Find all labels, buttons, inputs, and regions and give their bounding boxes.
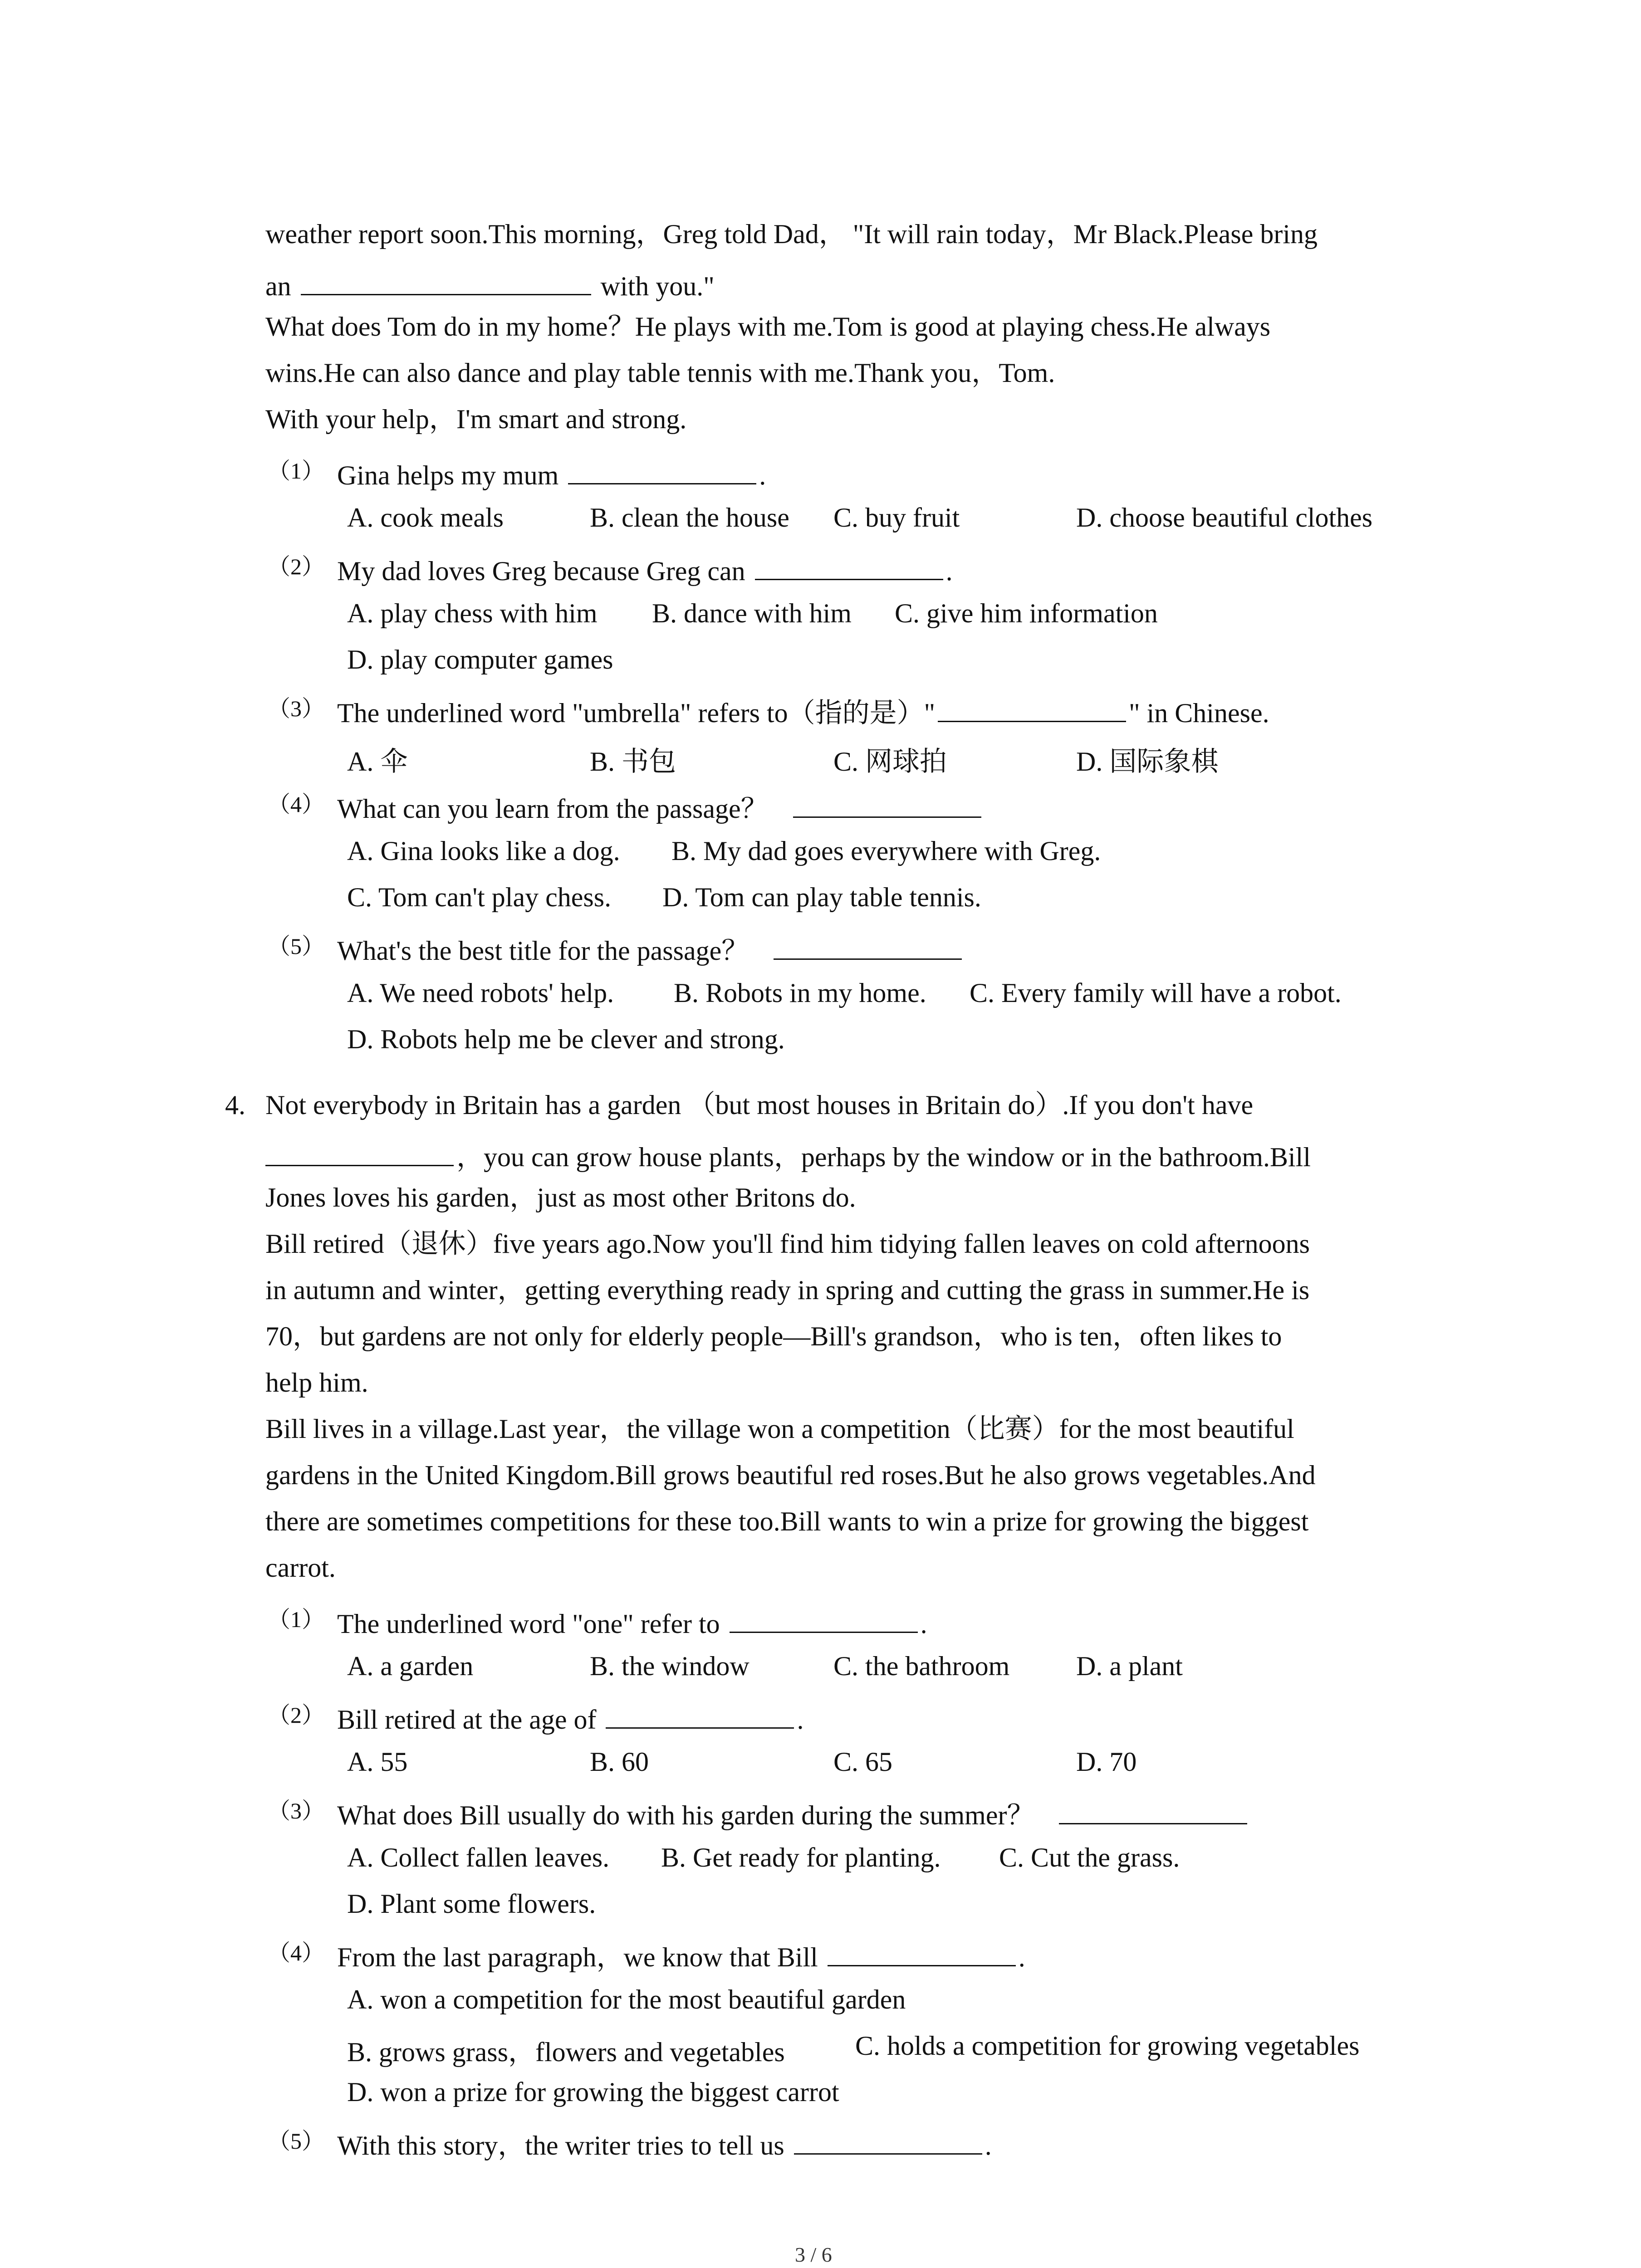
question-text: . [797, 1705, 804, 1735]
option: C. Every family will have a robot. [970, 978, 1342, 1008]
option: C. 网球拍 [833, 747, 947, 777]
question-number: （4） [268, 792, 324, 817]
option: C. give him information [895, 598, 1158, 628]
option: A. a garden [347, 1651, 474, 1681]
question-text: " in Chinese. [1129, 698, 1269, 728]
question-text: My dad loves Greg because Greg can [337, 556, 745, 586]
answer-blank [730, 1604, 918, 1633]
option: D. Robots help me be clever and strong. [347, 1024, 785, 1054]
passage-line [265, 267, 715, 300]
answer-blank [265, 1138, 454, 1166]
option: D. a plant [1076, 1651, 1183, 1681]
question-text: With this story，the writer tries to tell us [337, 2131, 784, 2160]
option: D. 70 [1076, 1747, 1137, 1777]
option: C. 65 [833, 1747, 893, 1777]
passage-line: Jones loves his garden，just as most other Britons do. [265, 1183, 856, 1212]
passage-line: there are sometimes competitions for these too.Bill wants to win a prize for growing the biggest [265, 1506, 1309, 1536]
answer-blank [793, 789, 981, 818]
option: B. grows grass，flowers and vegetables [347, 2037, 785, 2067]
option: A. 伞 [347, 747, 408, 777]
passage-line: Not everybody in Britain has a garden （but most houses in Britain do）.If you don't have [265, 1090, 1254, 1120]
passage-line: gardens in the United Kingdom.Bill grows beautiful red roses.But he also grows vegetables.And [265, 1460, 1316, 1490]
question-text: Bill retired at the age of [337, 1705, 597, 1735]
option: A. play chess with him [347, 598, 598, 628]
option: B. the window [590, 1651, 749, 1681]
question-text: From the last paragraph，we know that Bill [337, 1942, 818, 1972]
option: B. 书包 [590, 747, 676, 777]
passage-line: Bill lives in a village.Last year，the village won a competition（比赛）for the most beautiful [265, 1414, 1294, 1444]
question-number: （5） [268, 934, 324, 959]
passage-line: wins.He can also dance and play table tennis with me.Thank you，Tom. [265, 358, 1055, 388]
question-text: . [945, 556, 953, 586]
passage-text: with you." [600, 271, 715, 301]
answer-blank [774, 931, 962, 960]
answer-blank [301, 267, 591, 295]
option: A. We need robots' help. [347, 978, 614, 1008]
question-stem [337, 552, 953, 585]
option: B. My dad goes everywhere with Greg. [671, 836, 1101, 866]
option: B. 60 [590, 1747, 649, 1777]
question-text: What's the best title for the passage？ [337, 936, 749, 966]
question-number: （2） [268, 554, 324, 579]
question-stem [337, 1700, 803, 1733]
question-number: 4. [225, 1090, 245, 1120]
option: A. Gina looks like a dog. [347, 836, 620, 866]
option: B. clean the house [590, 503, 789, 533]
option: B. dance with him [652, 598, 852, 628]
question-number: （1） [268, 1607, 324, 1632]
question-number: （5） [268, 2128, 324, 2154]
passage-line: in autumn and winter，getting everything ready in spring and cutting the grass in summer.He is [265, 1275, 1310, 1305]
option: C. the bathroom [833, 1651, 1010, 1681]
page-number: 3 / 6 [795, 2243, 832, 2266]
question-text: . [920, 1609, 927, 1639]
answer-blank [606, 1700, 794, 1729]
answer-blank [828, 1938, 1016, 1966]
option: D. 国际象棋 [1076, 747, 1219, 777]
question-stem [337, 789, 984, 822]
question-stem [337, 931, 965, 964]
option: C. holds a competition for growing vegetables [855, 2031, 1360, 2061]
answer-blank [938, 694, 1126, 722]
passage-line: carrot. [265, 1553, 336, 1583]
question-stem [337, 1938, 1025, 1971]
option: D. Tom can play table tennis. [662, 882, 981, 912]
question-text: Gina helps my mum [337, 460, 559, 490]
option: B. Robots in my home. [674, 978, 926, 1008]
question-stem [337, 694, 1269, 727]
passage-line: help him. [265, 1368, 368, 1398]
question-number: （2） [268, 1702, 324, 1728]
option: D. play computer games [347, 645, 613, 675]
passage-line [265, 1138, 1311, 1171]
question-text: What can you learn from the passage？ [337, 794, 768, 824]
answer-blank [755, 552, 943, 580]
passage-text: ，you can grow house plants，perhaps by the window or in the bathroom.Bill [456, 1142, 1311, 1172]
question-number: （3） [268, 1798, 324, 1823]
option: D. choose beautiful clothes [1076, 503, 1373, 533]
passage-line: Bill retired（退休）five years ago.Now you'll find him tidying fallen leaves on cold afternoons [265, 1229, 1310, 1259]
question-number: （4） [268, 1940, 324, 1965]
option: D. Plant some flowers. [347, 1889, 596, 1919]
question-stem [337, 2126, 992, 2159]
option: A. won a competition for the most beautiful garden [347, 1984, 906, 2014]
option: A. 55 [347, 1747, 408, 1777]
question-text: The underlined word "umbrella" refers to（指的是）" [337, 698, 936, 728]
passage-line: What does Tom do in my home？He plays with me.Tom is good at playing chess.He always [265, 312, 1271, 342]
answer-blank [794, 2126, 982, 2155]
passage-text: an [265, 271, 291, 301]
option: A. Collect fallen leaves. [347, 1843, 610, 1872]
passage-line: With your help，I'm smart and strong. [265, 404, 687, 434]
question-text: . [759, 460, 766, 490]
option: B. Get ready for planting. [661, 1843, 941, 1872]
question-stem [337, 1604, 927, 1637]
question-text: What does Bill usually do with his garden during the summer？ [337, 1800, 1034, 1830]
question-stem [337, 456, 766, 489]
question-number: （3） [268, 696, 324, 721]
question-text: . [985, 2131, 992, 2160]
option: D. won a prize for growing the biggest carrot [347, 2077, 839, 2107]
question-text: . [1018, 1942, 1025, 1972]
option: C. Cut the grass. [999, 1843, 1180, 1872]
answer-blank [1059, 1796, 1247, 1824]
passage-line: 70，but gardens are not only for elderly people—Bill's grandson，who is ten，often likes to [265, 1321, 1282, 1351]
answer-blank [568, 456, 756, 484]
passage-line: weather report soon.This morning，Greg told Dad， "It will rain today，Mr Black.Please bring [265, 219, 1318, 249]
option: C. Tom can't play chess. [347, 882, 612, 912]
question-stem [337, 1796, 1250, 1829]
option: C. buy fruit [833, 503, 960, 533]
question-text: The underlined word "one" refer to [337, 1609, 720, 1639]
question-number: （1） [268, 458, 324, 484]
option: A. cook meals [347, 503, 504, 533]
